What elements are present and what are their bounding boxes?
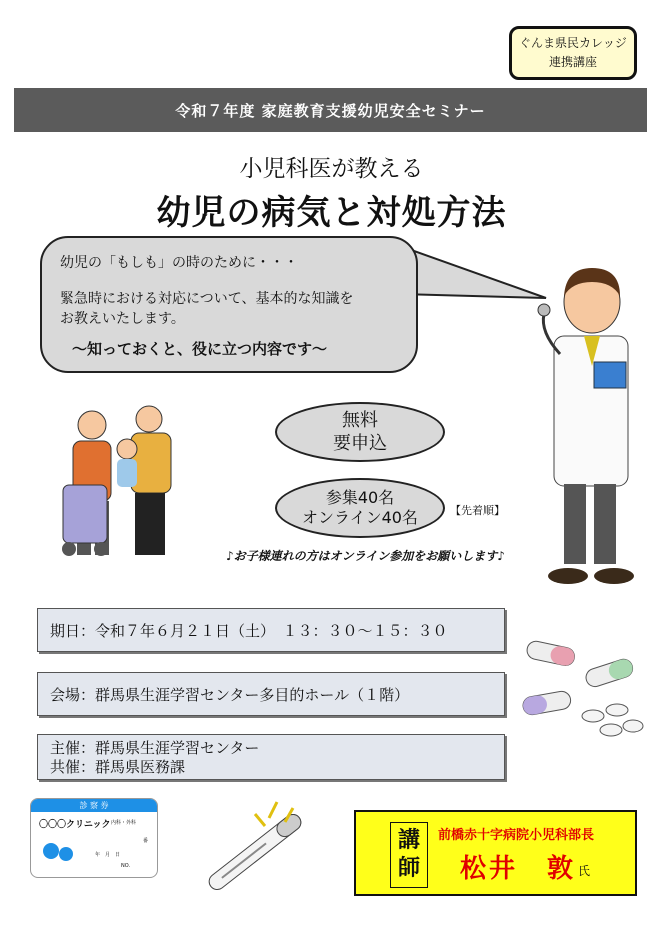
bubble-tail [400,232,550,322]
bubble-line3: お教えいたします。 [60,311,185,327]
capacity-note: 【先着順】 [450,504,505,517]
date-text: 期日：令和７年６月２１日（土） １３：３０～１５：３０ [50,622,448,640]
fee-pill [275,402,445,462]
lecturer-label-1: 講 [397,828,420,853]
patient-card-illustration [30,798,158,878]
hero-subtitle: 小児科医が教える [239,156,424,182]
fee-line1: 無料 [342,410,378,431]
date-box [37,608,505,652]
bubble-line1: 幼児の「もしも」の時のために・・・ [60,255,298,271]
lecturer-affiliation: 前橋赤十字病院小児科部長 [438,828,595,843]
lecturer-label-2: 師 [397,856,420,881]
fee-line2: 要申込 [333,433,387,454]
family-illustration [55,405,215,565]
lecturer-banner [354,810,637,896]
lecturer-honorific: 氏 [578,864,591,878]
capacity-pill [275,478,445,538]
bubble-line2: 緊急時における対応について、基本的な知識を [60,291,354,307]
capacity-line2: オンライン40名 [302,508,418,527]
capacity-line1: 参集40名 [325,488,395,507]
header-bar [14,88,647,132]
badge-line2: 連携講座 [548,55,597,69]
card-row2: 年 月 日 [95,852,121,858]
doctor-illustration [530,262,648,592]
thermometer-illustration [185,792,325,892]
venue-box [37,672,505,716]
venue-text: 会場：群馬県生涯学習センター多目的ホール（１階） [50,686,410,704]
card-row1: 番 [143,838,149,844]
card-clinic: 〇〇〇クリニック [39,820,111,830]
lecturer-name: 松井 敦 [460,854,577,884]
badge-line1: ぐんま県民カレッジ [519,36,627,50]
bubble-line4: ～知っておくと、役に立つ内容です～ [72,340,328,358]
organizer-box [37,734,505,780]
college-badge [509,26,637,80]
card-header: 診 察 券 [31,799,157,812]
card-dept: 内科・外科 [111,820,137,826]
header-title: 令和７年度 家庭教育支援幼児安全セミナー [175,101,486,120]
hero-title: 幼児の病気と対処方法 [156,193,507,233]
speech-bubble [40,236,418,373]
lecturer-label [390,822,428,888]
cohost-text: 共催：群馬県医務課 [50,758,186,776]
host-text: 主催：群馬県生涯学習センター [50,739,260,757]
online-notice: ♪お子様連れの方はオンライン参加をお願いします♪ [226,549,505,563]
card-row3: NO. [121,863,131,869]
medicine-illustration [515,632,645,742]
